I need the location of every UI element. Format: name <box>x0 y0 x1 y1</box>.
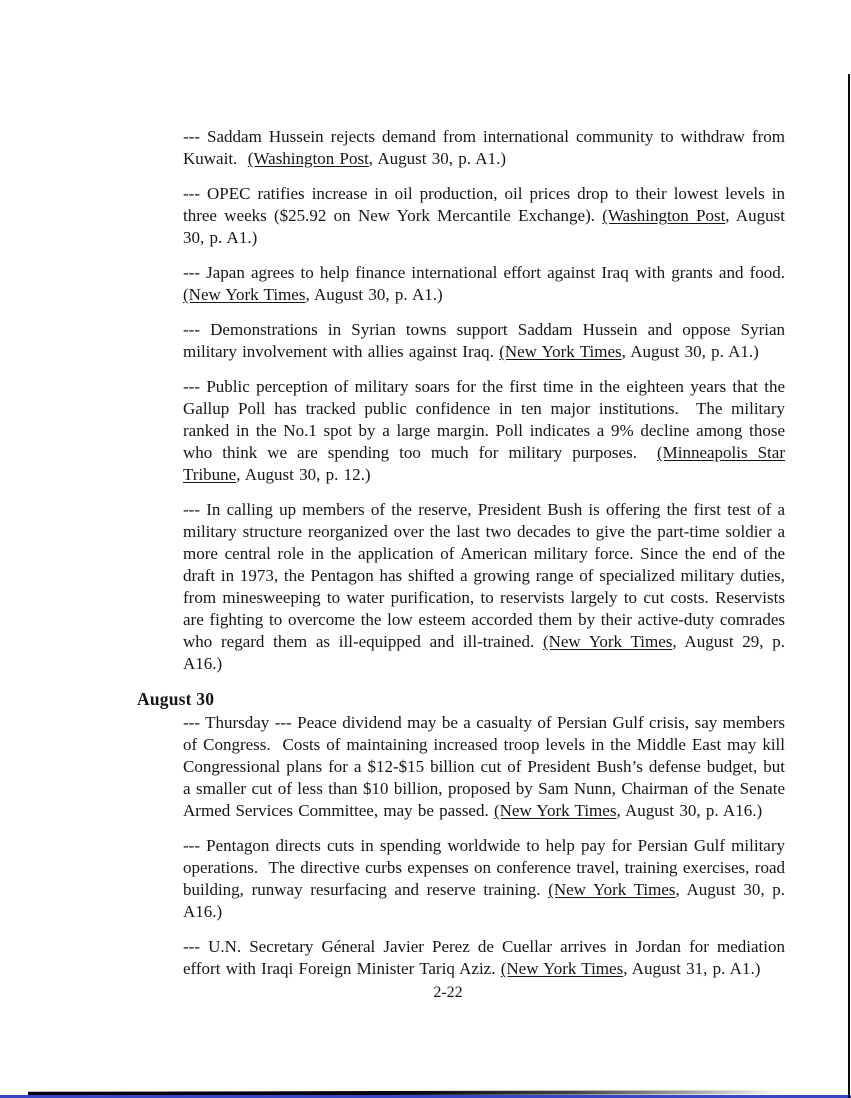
paragraph-text: , August 30, p. A1.) <box>368 149 506 168</box>
paragraph-text: --- Japan agrees to help finance international effort against Iraq with grants and food. <box>183 263 785 282</box>
paragraph-text: --- Saddam Hussein rejects demand from international community to withdraw from Kuwait. <box>183 127 785 168</box>
paragraph-text: --- Demonstrations in Syrian towns support Saddam Hussein and oppose Syrian military involvement with allies against Iraq. <box>183 320 785 361</box>
news-item-paragraph <box>183 499 785 675</box>
page-number: 2-22 <box>433 984 463 1001</box>
source-citation: (New York Times <box>499 342 622 361</box>
paragraph-text: , August 30, p. 12.) <box>236 465 371 484</box>
news-item-paragraph <box>183 936 785 980</box>
paragraph-text: , August 30, p. A16.) <box>183 880 786 921</box>
source-citation: (New York Times <box>500 959 624 978</box>
source-citation: (New York Times <box>183 285 306 304</box>
source-citation: (New York Times <box>542 632 673 651</box>
red-scan-mark-top-left <box>6 7 15 16</box>
paragraph-text: , August 30, p. A1.) <box>305 285 443 304</box>
paragraph-text: , August 30, p. A16.) <box>616 801 763 820</box>
news-item-paragraph <box>183 126 785 170</box>
news-item-paragraph <box>183 183 785 249</box>
news-item-paragraph <box>183 319 785 363</box>
right-edge-scan-line <box>848 74 850 1098</box>
red-scan-mark-right <box>836 24 845 30</box>
paragraph-text: --- OPEC ratifies increase in oil production, oil prices drop to their lowest levels in three weeks ($25.92 on New York Mercantile Exchange). <box>183 184 785 225</box>
paragraph-text: --- Public perception of military soars for the first time in the eighteen years that the Gallup Poll has tracked public confidence in ten major institutions. The military ranked in the No.1 spot by a large margin. Poll indicates a 9% decline among those who think we are spending too much for military purposes. <box>183 377 785 462</box>
paragraph-text: , August 30, p. A1.) <box>621 342 759 361</box>
paragraph-text: , August 29, p. A16.) <box>183 632 786 673</box>
date-heading: August 30 <box>137 689 215 709</box>
source-citation: (Washington Post <box>247 149 369 168</box>
paragraph-text: , August 31, p. A1.) <box>623 959 761 978</box>
paragraph-text: --- Pentagon directs cuts in spending worldwide to help pay for Persian Gulf military operations. The directive curbs expenses on conference travel, training exercises, road building, runway resurfacing and reserve training. <box>183 836 785 899</box>
source-citation: (Minneapolis Star Tribune <box>183 443 785 484</box>
source-citation: (New York Times <box>548 880 676 899</box>
document-body <box>0 126 851 993</box>
paragraph-text: --- U.N. Secretary Géneral Javier Perez de Cuellar arrives in Jordan for mediation effort with Iraqi Foreign Minister Tariq Aziz. <box>183 937 785 978</box>
paragraph-text: , August 30, p. A1.) <box>183 206 785 247</box>
source-citation: (Washington Post <box>602 206 726 225</box>
paragraph-text: --- In calling up members of the reserve, President Bush is offering the first test of a military structure reorganized over the last two decades to give the part-time soldier a more central role in the application of American military force. Since the end of the draft in 1973, the Pentagon has shifted a growing range of specialized military duties, from minesweeping to water purification, to reservists largely to cut costs. Reservists are fighting to overcome the low esteem accorded them by their active-duty comrades who regard them as ill-equipped and ill-trained. <box>183 500 785 651</box>
news-item-paragraph <box>183 835 785 923</box>
paragraph-text: --- Thursday --- Peace dividend may be a casualty of Persian Gulf crisis, say members of Congress. Costs of maintaining increased troop levels in the Middle East may kill Congressional plans for a $12-$15 billion cut of President Bush’s defense budget, but a smaller cut of less than $10 billion, proposed by Sam Nunn, Chairman of the Senate Armed Services Committee, may be passed. <box>183 713 785 820</box>
bottom-blue-rule <box>0 1095 851 1098</box>
news-item-paragraph <box>183 712 785 822</box>
news-item-paragraph <box>183 262 785 306</box>
news-item-paragraph <box>183 376 785 486</box>
source-citation: (New York Times <box>493 801 617 820</box>
